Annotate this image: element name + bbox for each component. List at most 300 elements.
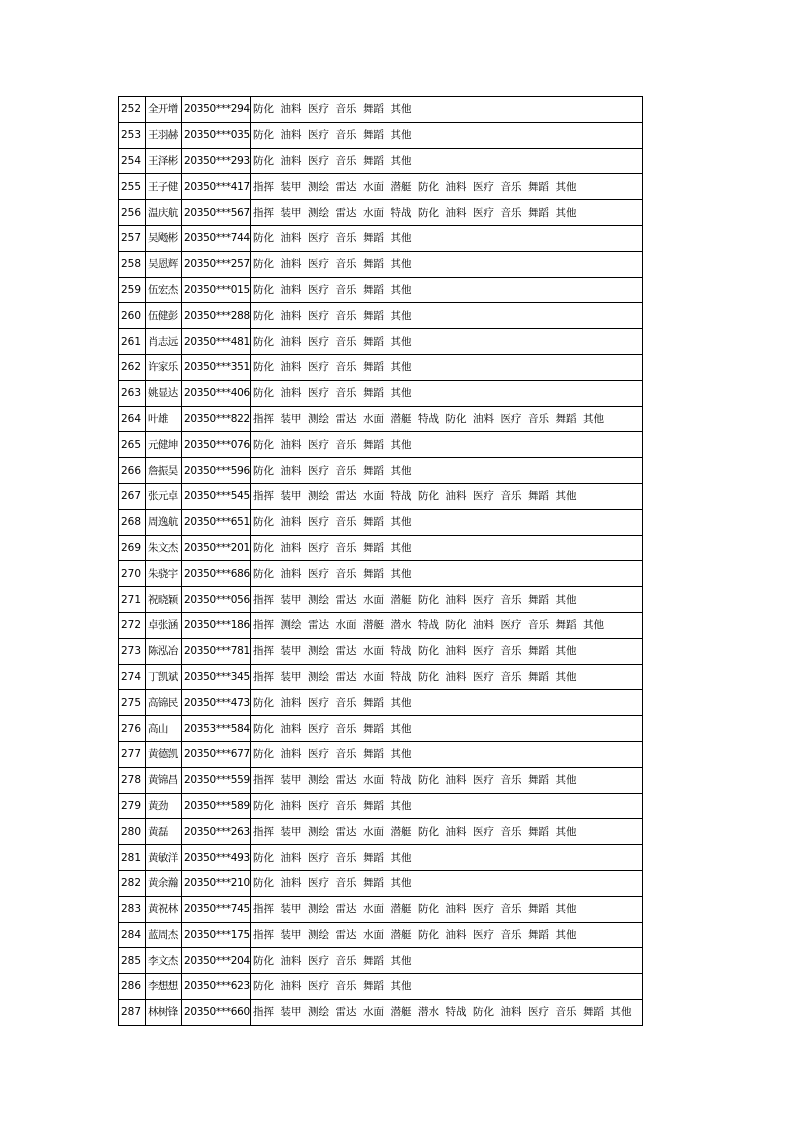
option-item: 医疗 <box>308 309 329 322</box>
option-item: 测绘 <box>280 619 302 632</box>
option-item: 医疗 <box>308 361 329 374</box>
options-cell <box>251 587 643 613</box>
option-item: 防化 <box>253 283 274 296</box>
option-item: 特战 <box>418 619 439 632</box>
options-cell <box>251 329 643 355</box>
option-item: 指挥 <box>253 903 274 916</box>
table-row <box>119 793 643 819</box>
option-item: 测绘 <box>308 180 329 193</box>
option-item: 水面 <box>363 928 384 941</box>
option-item: 医疗 <box>528 1006 549 1019</box>
option-item: 防化 <box>253 851 274 864</box>
option-item: 雷达 <box>335 825 357 838</box>
option-item: 音乐 <box>335 567 357 580</box>
option-item: 音乐 <box>335 103 357 116</box>
option-item: 指挥 <box>253 645 274 658</box>
row-number-cell: 260 <box>119 303 146 329</box>
option-item: 其他 <box>583 619 604 632</box>
options-cell <box>251 612 643 638</box>
option-item: 医疗 <box>500 412 522 425</box>
name-cell: 许家乐 <box>146 354 182 380</box>
option-item: 特战 <box>445 1006 467 1019</box>
table-row <box>119 845 643 871</box>
option-item: 音乐 <box>500 825 522 838</box>
option-item: 防化 <box>253 516 274 529</box>
option-item: 水面 <box>363 825 384 838</box>
option-item: 音乐 <box>500 903 522 916</box>
option-item: 潜艇 <box>390 1006 412 1019</box>
name-cell: 黄祝林 <box>146 896 182 922</box>
option-item: 舞蹈 <box>528 774 549 787</box>
options-cell <box>251 922 643 948</box>
id-cell: 20350***481 <box>182 329 251 355</box>
option-item: 其他 <box>390 154 412 167</box>
option-item: 其他 <box>555 825 577 838</box>
option-item: 其他 <box>390 541 412 554</box>
options-cell <box>251 200 643 226</box>
option-item: 油料 <box>280 877 302 890</box>
options-cell <box>251 741 643 767</box>
id-cell: 20350***076 <box>182 432 251 458</box>
name-cell: 詹振昊 <box>146 458 182 484</box>
option-item: 舞蹈 <box>528 928 549 941</box>
table-row <box>119 303 643 329</box>
option-item: 防化 <box>253 438 274 451</box>
row-number-cell: 287 <box>119 999 146 1025</box>
option-item: 防化 <box>253 335 274 348</box>
option-item: 舞蹈 <box>363 851 384 864</box>
table-row <box>119 896 643 922</box>
table-row <box>119 277 643 303</box>
name-cell: 肖志远 <box>146 329 182 355</box>
id-cell: 20350***493 <box>182 845 251 871</box>
options-cell <box>251 561 643 587</box>
options-cell <box>251 664 643 690</box>
option-item: 装甲 <box>280 928 302 941</box>
option-item: 医疗 <box>473 645 494 658</box>
row-number-cell: 263 <box>119 380 146 406</box>
option-item: 防化 <box>418 593 439 606</box>
id-cell: 20350***288 <box>182 303 251 329</box>
option-item: 装甲 <box>280 903 302 916</box>
id-cell: 20350***744 <box>182 225 251 251</box>
options-cell <box>251 406 643 432</box>
name-cell: 伍健彭 <box>146 303 182 329</box>
option-item: 油料 <box>280 232 302 245</box>
option-item: 医疗 <box>473 928 494 941</box>
option-item: 舞蹈 <box>363 696 384 709</box>
id-cell: 20350***345 <box>182 664 251 690</box>
option-item: 音乐 <box>500 206 522 219</box>
option-item: 雷达 <box>335 645 357 658</box>
options-cell <box>251 999 643 1025</box>
row-number-cell: 276 <box>119 716 146 742</box>
option-item: 舞蹈 <box>363 283 384 296</box>
row-number-cell: 259 <box>119 277 146 303</box>
option-item: 音乐 <box>335 283 357 296</box>
option-item: 医疗 <box>473 670 494 683</box>
row-number-cell: 270 <box>119 561 146 587</box>
options-cell <box>251 793 643 819</box>
name-cell: 元健坤 <box>146 432 182 458</box>
name-cell: 李文杰 <box>146 948 182 974</box>
table-row <box>119 819 643 845</box>
option-item: 医疗 <box>308 103 329 116</box>
option-item: 防化 <box>473 1006 494 1019</box>
option-item: 医疗 <box>308 567 329 580</box>
name-cell: 黄劲 <box>146 793 182 819</box>
option-item: 指挥 <box>253 928 274 941</box>
option-item: 潜艇 <box>390 903 412 916</box>
options-cell <box>251 174 643 200</box>
name-cell: 周逸航 <box>146 509 182 535</box>
option-item: 测绘 <box>308 825 329 838</box>
option-item: 医疗 <box>473 903 494 916</box>
options-cell <box>251 380 643 406</box>
option-item: 油料 <box>473 619 494 632</box>
id-cell: 20353***584 <box>182 716 251 742</box>
option-item: 特战 <box>390 206 412 219</box>
row-number-cell: 262 <box>119 354 146 380</box>
id-cell: 20350***559 <box>182 767 251 793</box>
id-cell: 20350***035 <box>182 122 251 148</box>
option-item: 测绘 <box>308 670 329 683</box>
option-item: 其他 <box>390 877 412 890</box>
option-item: 水面 <box>335 619 357 632</box>
option-item: 装甲 <box>280 206 302 219</box>
option-item: 音乐 <box>335 799 357 812</box>
option-item: 音乐 <box>528 412 549 425</box>
option-item: 指挥 <box>253 619 274 632</box>
row-number-cell: 255 <box>119 174 146 200</box>
option-item: 防化 <box>253 129 274 142</box>
options-cell <box>251 535 643 561</box>
option-item: 特战 <box>390 490 412 503</box>
option-item: 医疗 <box>473 593 494 606</box>
row-number-cell: 268 <box>119 509 146 535</box>
option-item: 舞蹈 <box>363 335 384 348</box>
options-cell <box>251 509 643 535</box>
option-item: 其他 <box>555 670 577 683</box>
option-item: 舞蹈 <box>363 154 384 167</box>
option-item: 医疗 <box>308 722 329 735</box>
option-item: 音乐 <box>500 670 522 683</box>
option-item: 其他 <box>610 1006 632 1019</box>
options-cell <box>251 483 643 509</box>
id-cell: 20350***263 <box>182 819 251 845</box>
option-item: 音乐 <box>335 748 357 761</box>
name-cell: 张元卓 <box>146 483 182 509</box>
name-cell: 林树锋 <box>146 999 182 1025</box>
name-cell: 黄敏洋 <box>146 845 182 871</box>
option-item: 潜艇 <box>390 180 412 193</box>
option-item: 其他 <box>555 593 577 606</box>
table-row <box>119 148 643 174</box>
option-item: 测绘 <box>308 645 329 658</box>
option-item: 舞蹈 <box>528 903 549 916</box>
option-item: 防化 <box>253 980 274 993</box>
id-cell: 20350***257 <box>182 251 251 277</box>
option-item: 舞蹈 <box>363 103 384 116</box>
option-item: 指挥 <box>253 412 274 425</box>
option-item: 舞蹈 <box>555 619 577 632</box>
row-number-cell: 279 <box>119 793 146 819</box>
option-item: 装甲 <box>280 670 302 683</box>
options-cell <box>251 122 643 148</box>
option-item: 防化 <box>253 232 274 245</box>
row-number-cell: 254 <box>119 148 146 174</box>
options-cell <box>251 870 643 896</box>
name-cell: 蓝周杰 <box>146 922 182 948</box>
option-item: 指挥 <box>253 593 274 606</box>
option-item: 音乐 <box>500 180 522 193</box>
table-row <box>119 225 643 251</box>
option-item: 音乐 <box>335 335 357 348</box>
id-cell: 20350***686 <box>182 561 251 587</box>
option-item: 音乐 <box>335 438 357 451</box>
option-item: 舞蹈 <box>363 438 384 451</box>
row-number-cell: 272 <box>119 612 146 638</box>
name-cell: 王羽赫 <box>146 122 182 148</box>
option-item: 其他 <box>390 567 412 580</box>
name-cell: 伍宏杰 <box>146 277 182 303</box>
row-number-cell: 275 <box>119 690 146 716</box>
id-cell: 20350***210 <box>182 870 251 896</box>
option-item: 潜水 <box>418 1006 439 1019</box>
name-cell: 高锦民 <box>146 690 182 716</box>
option-item: 其他 <box>390 232 412 245</box>
roster-table-body <box>119 97 643 1026</box>
option-item: 舞蹈 <box>528 593 549 606</box>
options-cell <box>251 251 643 277</box>
name-cell: 黄磊 <box>146 819 182 845</box>
option-item: 舞蹈 <box>363 980 384 993</box>
options-cell <box>251 458 643 484</box>
option-item: 装甲 <box>280 490 302 503</box>
id-cell: 20350***623 <box>182 974 251 1000</box>
row-number-cell: 284 <box>119 922 146 948</box>
option-item: 特战 <box>390 774 412 787</box>
option-item: 装甲 <box>280 645 302 658</box>
option-item: 医疗 <box>308 129 329 142</box>
options-cell <box>251 974 643 1000</box>
option-item: 雷达 <box>335 1006 357 1019</box>
name-cell: 陈泓冶 <box>146 638 182 664</box>
row-number-cell: 282 <box>119 870 146 896</box>
option-item: 其他 <box>390 335 412 348</box>
option-item: 测绘 <box>308 206 329 219</box>
option-item: 指挥 <box>253 180 274 193</box>
option-item: 特战 <box>418 412 439 425</box>
option-item: 防化 <box>253 464 274 477</box>
table-row <box>119 664 643 690</box>
option-item: 医疗 <box>308 851 329 864</box>
option-item: 水面 <box>363 412 384 425</box>
name-cell: 全开增 <box>146 97 182 123</box>
table-row <box>119 767 643 793</box>
options-cell <box>251 767 643 793</box>
option-item: 水面 <box>363 774 384 787</box>
option-item: 油料 <box>280 980 302 993</box>
table-row <box>119 329 643 355</box>
row-number-cell: 269 <box>119 535 146 561</box>
row-number-cell: 274 <box>119 664 146 690</box>
option-item: 油料 <box>280 722 302 735</box>
option-item: 水面 <box>363 670 384 683</box>
option-item: 音乐 <box>528 619 549 632</box>
option-item: 舞蹈 <box>363 129 384 142</box>
options-cell <box>251 638 643 664</box>
option-item: 音乐 <box>335 516 357 529</box>
option-item: 油料 <box>280 335 302 348</box>
option-item: 其他 <box>390 980 412 993</box>
option-item: 测绘 <box>308 1006 329 1019</box>
options-cell <box>251 225 643 251</box>
option-item: 音乐 <box>335 129 357 142</box>
row-number-cell: 265 <box>119 432 146 458</box>
option-item: 油料 <box>280 258 302 271</box>
id-cell: 20350***781 <box>182 638 251 664</box>
table-row <box>119 174 643 200</box>
option-item: 防化 <box>253 567 274 580</box>
table-row <box>119 509 643 535</box>
row-number-cell: 266 <box>119 458 146 484</box>
options-cell <box>251 896 643 922</box>
option-item: 医疗 <box>308 799 329 812</box>
option-item: 油料 <box>280 129 302 142</box>
option-item: 潜艇 <box>363 619 384 632</box>
option-item: 油料 <box>445 593 467 606</box>
row-number-cell: 281 <box>119 845 146 871</box>
option-item: 其他 <box>390 438 412 451</box>
option-item: 舞蹈 <box>363 954 384 967</box>
options-cell <box>251 97 643 123</box>
name-cell: 朱文杰 <box>146 535 182 561</box>
option-item: 医疗 <box>308 541 329 554</box>
option-item: 防化 <box>445 412 467 425</box>
name-cell: 高山 <box>146 716 182 742</box>
option-item: 测绘 <box>308 593 329 606</box>
option-item: 水面 <box>363 180 384 193</box>
table-row <box>119 690 643 716</box>
id-cell: 20350***745 <box>182 896 251 922</box>
option-item: 其他 <box>390 129 412 142</box>
option-item: 医疗 <box>500 619 522 632</box>
option-item: 舞蹈 <box>528 645 549 658</box>
option-item: 水面 <box>363 593 384 606</box>
option-item: 测绘 <box>308 903 329 916</box>
row-number-cell: 261 <box>119 329 146 355</box>
option-item: 舞蹈 <box>363 232 384 245</box>
option-item: 其他 <box>555 490 577 503</box>
name-cell: 王泽彬 <box>146 148 182 174</box>
options-cell <box>251 716 643 742</box>
id-cell: 20350***204 <box>182 948 251 974</box>
option-item: 其他 <box>555 928 577 941</box>
id-cell: 20350***567 <box>182 200 251 226</box>
table-row <box>119 587 643 613</box>
table-row <box>119 97 643 123</box>
row-number-cell: 286 <box>119 974 146 1000</box>
option-item: 防化 <box>253 154 274 167</box>
option-item: 装甲 <box>280 593 302 606</box>
option-item: 其他 <box>390 283 412 296</box>
option-item: 防化 <box>253 877 274 890</box>
option-item: 指挥 <box>253 774 274 787</box>
option-item: 医疗 <box>308 748 329 761</box>
option-item: 水面 <box>363 490 384 503</box>
option-item: 舞蹈 <box>528 180 549 193</box>
option-item: 舞蹈 <box>528 670 549 683</box>
option-item: 潜艇 <box>390 593 412 606</box>
option-item: 防化 <box>253 799 274 812</box>
id-cell: 20350***406 <box>182 380 251 406</box>
id-cell: 20350***015 <box>182 277 251 303</box>
table-row <box>119 716 643 742</box>
option-item: 防化 <box>418 206 439 219</box>
option-item: 舞蹈 <box>363 748 384 761</box>
options-cell <box>251 277 643 303</box>
option-item: 音乐 <box>500 645 522 658</box>
row-number-cell: 267 <box>119 483 146 509</box>
option-item: 音乐 <box>335 232 357 245</box>
option-item: 医疗 <box>308 232 329 245</box>
option-item: 雷达 <box>335 412 357 425</box>
option-item: 防化 <box>253 258 274 271</box>
option-item: 雷达 <box>335 774 357 787</box>
table-row <box>119 741 643 767</box>
option-item: 雷达 <box>335 903 357 916</box>
id-cell: 20350***056 <box>182 587 251 613</box>
options-cell <box>251 845 643 871</box>
name-cell: 丁凯斌 <box>146 664 182 690</box>
option-item: 雷达 <box>335 670 357 683</box>
option-item: 音乐 <box>335 541 357 554</box>
row-number-cell: 285 <box>119 948 146 974</box>
name-cell: 叶雄 <box>146 406 182 432</box>
id-cell: 20350***822 <box>182 406 251 432</box>
row-number-cell: 271 <box>119 587 146 613</box>
option-item: 其他 <box>555 206 577 219</box>
option-item: 防化 <box>253 696 274 709</box>
option-item: 测绘 <box>308 774 329 787</box>
row-number-cell: 273 <box>119 638 146 664</box>
option-item: 舞蹈 <box>555 412 577 425</box>
option-item: 音乐 <box>335 722 357 735</box>
option-item: 防化 <box>418 180 439 193</box>
option-item: 其他 <box>390 851 412 864</box>
row-number-cell: 264 <box>119 406 146 432</box>
options-cell <box>251 354 643 380</box>
option-item: 医疗 <box>308 154 329 167</box>
option-item: 油料 <box>445 670 467 683</box>
option-item: 防化 <box>418 490 439 503</box>
option-item: 其他 <box>555 645 577 658</box>
option-item: 防化 <box>253 722 274 735</box>
row-number-cell: 256 <box>119 200 146 226</box>
id-cell: 20350***417 <box>182 174 251 200</box>
option-item: 指挥 <box>253 206 274 219</box>
option-item: 音乐 <box>335 851 357 864</box>
option-item: 医疗 <box>308 696 329 709</box>
option-item: 油料 <box>280 283 302 296</box>
option-item: 舞蹈 <box>363 567 384 580</box>
name-cell: 温庆航 <box>146 200 182 226</box>
id-cell: 20350***351 <box>182 354 251 380</box>
option-item: 音乐 <box>500 490 522 503</box>
option-item: 特战 <box>390 670 412 683</box>
id-cell: 20350***293 <box>182 148 251 174</box>
